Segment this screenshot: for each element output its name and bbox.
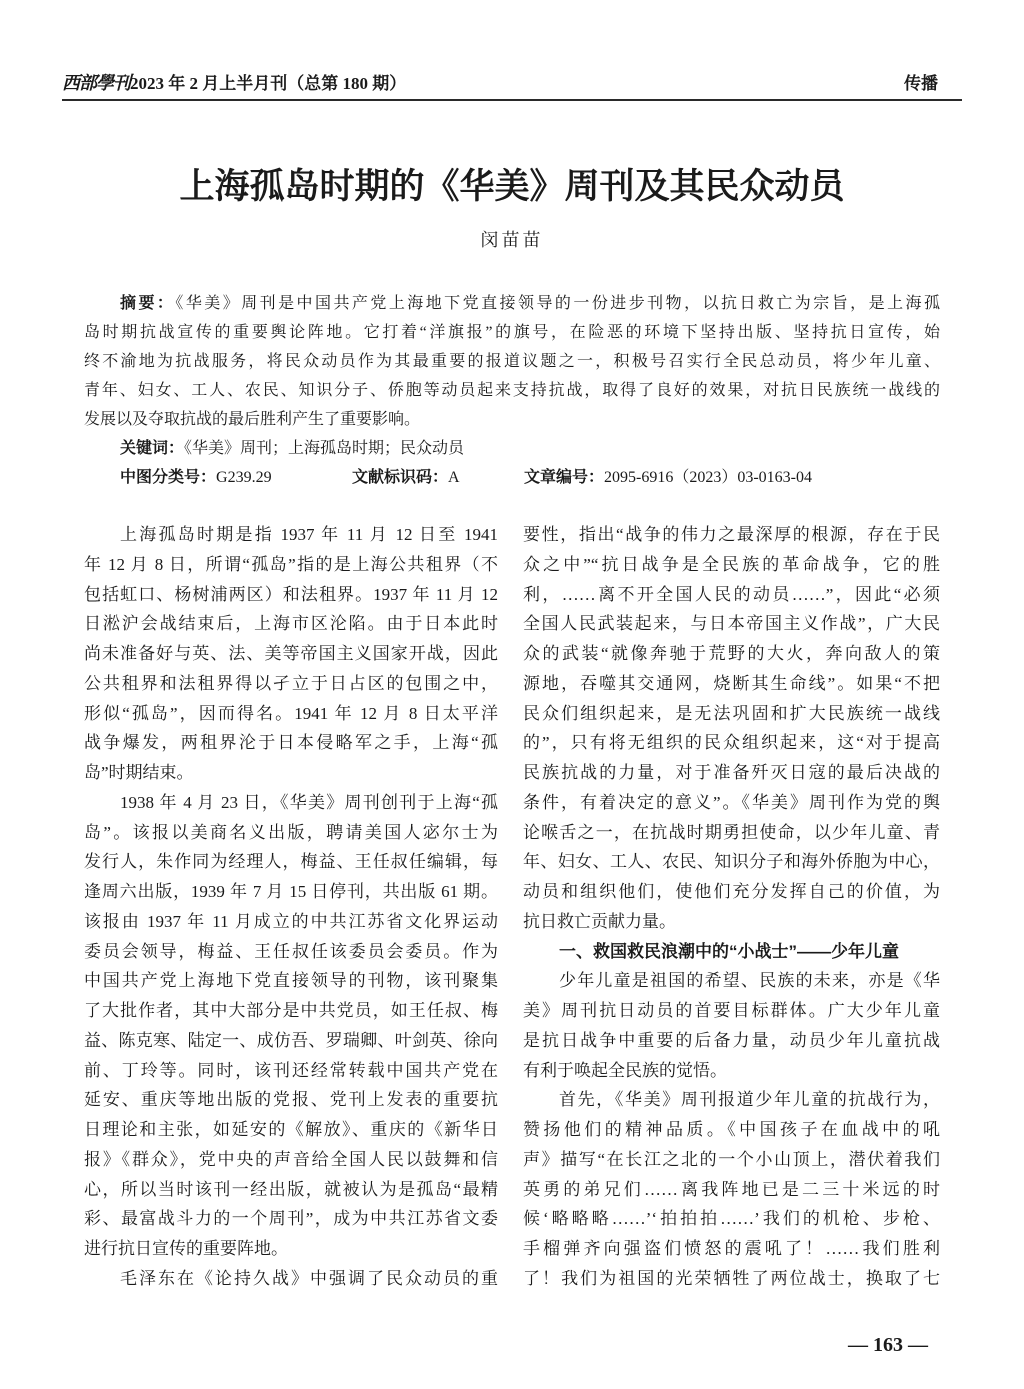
- section-heading: 一、救国救民浪潮中的“小战士”——少年儿童: [559, 941, 899, 961]
- text-line: 的”，只有将无组织的民众组织起来，这“对于提高: [523, 733, 940, 753]
- paragraph: [523, 520, 940, 937]
- text-line: 中国共产党上海地下党直接领导的刊物，该刊聚集: [84, 971, 498, 991]
- text-line: 论喉舌之一，在抗战时期勇担使命，以少年儿童、青: [523, 822, 940, 842]
- right-column: [523, 520, 940, 1294]
- text-line: 岛”。该报以美商名义出版，聘请美国人宓尔士为: [84, 822, 498, 842]
- text-line: 条件，有着决定的意义”。《华美》周刊作为党的舆: [523, 792, 940, 812]
- text-line: 抗日救亡贡献力量。: [523, 911, 676, 931]
- abstract-line: 青年、妇女、工人、农民、知识分子、侨胞等动员起来支持抗战，取得了良好的效果，对抗日民族统一战线的: [84, 382, 940, 399]
- text-line: 利，……离不开全国人民的动员……”，因此“必须: [523, 584, 940, 604]
- text-line: 延安、重庆等地出版的党报、党刊上发表的重要抗: [84, 1090, 498, 1110]
- classification-line: [84, 463, 940, 492]
- text-line: 手榴弹齐向强盗们愤怒的震吼了！……我们胜利: [523, 1239, 940, 1258]
- text-line: 委员会领导，梅益、王任叔任该委员会委员。作为: [84, 941, 498, 961]
- document-code: [352, 463, 460, 492]
- text-line: 了大批作者，其中大部分是中共党员，如王任叔、梅: [84, 1001, 498, 1020]
- text-line: 声》描写“在长江之北的一个小山顶上，潜伏着我们: [523, 1149, 940, 1169]
- text-line: 众之中”“抗日战争是全民族的革命战争，它的胜: [523, 554, 940, 574]
- text-line: 众的武装“就像奔驰于荒野的大火，奔向敌人的策: [523, 644, 940, 663]
- document-code-value: A: [448, 469, 460, 486]
- clc-number: [120, 463, 272, 492]
- clc-value: G239.29: [216, 469, 272, 486]
- abstract-line: 终不渝地为抗战服务，将民众动员作为其最重要的报道议题之一，积极号召实行全民总动员，将少年儿童、: [84, 353, 940, 370]
- text-line: 少年儿童是祖国的希望、民族的未来，亦是《华: [559, 971, 940, 991]
- text-line: 首先，《华美》周刊报道少年儿童的抗战行为，: [559, 1090, 940, 1110]
- text-line: 包括虹口、杨树浦两区）和法租界。1937 年 11 月 12: [84, 584, 498, 604]
- text-line: 心，所以当时该刊一经出版，就被认为是孤岛“最精: [84, 1179, 498, 1199]
- paragraph: [84, 1264, 498, 1294]
- text-line: 日淞沪会战结束后，上海市区沦陷。由于日本此时: [84, 614, 498, 634]
- text-line: 全国人民武装起来，与日本帝国主义作战”，广大民: [523, 614, 940, 634]
- text-line: 公共租界和法租界得以孑立于日占区的包围之中，: [84, 673, 498, 693]
- text-line: 益、陈克寒、陆定一、成仿吾、罗瑞卿、叶剑英、徐向: [84, 1030, 498, 1050]
- left-column: [84, 520, 498, 1294]
- header-rule: [62, 99, 962, 101]
- abstract-line: 岛时期抗战宣传的重要舆论阵地。它打着“洋旗报”的旗号，在险恶的环境下坚持出版、坚持抗日宣传，始: [84, 324, 940, 341]
- text-line: 民众们组织起来，是无法巩固和扩大民族统一战线: [523, 703, 940, 723]
- article-number: [524, 463, 812, 492]
- text-line: 进行抗日宣传的重要阵地。: [84, 1239, 288, 1258]
- text-line: 是抗日战争中重要的后备力量，动员少年儿童抗战: [523, 1030, 940, 1050]
- text-line: 赞扬他们的精神品质。《中国孩子在血战中的吼: [523, 1120, 940, 1139]
- text-line: 该报由 1937 年 11 月成立的中共江苏省文化界运动: [84, 911, 498, 931]
- text-line: 上海孤岛时期是指 1937 年 11 月 12 日至 1941: [120, 525, 498, 544]
- running-header-left: [62, 72, 406, 97]
- text-line: 尚未准备好与英、法、美等帝国主义国家开战，因此: [84, 644, 498, 663]
- keywords-line: [84, 434, 940, 463]
- text-line: 形似“孤岛”，因而得名。1941 年 12 月 8 日太平洋: [84, 703, 498, 723]
- text-line: 战争爆发，两租界沦于日本侵略军之手，上海“孤: [84, 733, 498, 753]
- running-header: [62, 72, 938, 96]
- text-line: 有利于唤起全民族的觉悟。: [523, 1060, 727, 1080]
- text-line: 日理论和主张，如延安的《解放》、重庆的《新华日: [84, 1120, 498, 1139]
- front-matter: [84, 289, 940, 492]
- text-line: 了！我们为祖国的光荣牺牲了两位战士，换取了七: [523, 1268, 940, 1288]
- abstract-line: [84, 289, 940, 318]
- text-line: 要性，指出“战争的伟力之最深厚的根源，存在于民: [523, 525, 940, 544]
- keywords-text: 《华美》周刊；上海孤岛时期；民众动员: [184, 440, 465, 457]
- paragraph: [84, 788, 498, 1264]
- section-name: 传播: [904, 74, 938, 93]
- abstract-label: 摘要：: [120, 295, 176, 312]
- issue-info: 2023 年 2 月上半月刊（总第 180 期）: [130, 73, 407, 93]
- text-line: 源地，吞噬其交通网，烧断其生命线”。如果“不把: [523, 673, 940, 693]
- text-line: 彩、最富战斗力的一个周刊”，成为中共江苏省文委: [84, 1209, 498, 1229]
- text-line: 岛”时期结束。: [84, 763, 194, 782]
- text-line: 候‘略略略……’‘拍拍拍……’我们的机枪、步枪、: [523, 1209, 940, 1229]
- abstract-text: 《华美》周刊是中国共产党上海地下党直接领导的一份进步刊物，以抗日救亡为宗旨，是上海孤: [175, 295, 940, 312]
- text-line: 年、妇女、工人、农民、知识分子和海外侨胞为中心，: [523, 852, 940, 872]
- text-line: 1938 年 4 月 23 日，《华美》周刊创刊于上海“孤: [120, 792, 498, 812]
- keywords-label: 关键词：: [120, 440, 185, 457]
- text-line: 毛泽东在《论持久战》中强调了民众动员的重: [120, 1268, 498, 1288]
- text-line: 逢周六出版，1939 年 7 月 15 日停刊，共出版 61 期。: [84, 882, 498, 901]
- text-line: 前、丁玲等。同时，该刊还经常转载中国共产党在: [84, 1060, 498, 1080]
- text-line: 英勇的弟兄们……离我阵地已是二三十米远的时: [523, 1179, 940, 1199]
- author-name: 闵苗苗: [480, 230, 544, 250]
- text-line: 发行人，朱作同为经理人，梅益、王任叔任编辑，每: [84, 852, 498, 872]
- article-number-value: 2095-6916（2023）03-0163-04: [604, 469, 813, 486]
- paragraph: [84, 520, 498, 788]
- text-line: 民族抗战的力量，对于准备歼灭日寇的最后决战的: [523, 763, 940, 782]
- text-line: 动员和组织他们，使他们充分发挥自己的价值，为: [523, 882, 940, 901]
- clc-label: 中图分类号：: [120, 469, 217, 486]
- article-title: 上海孤岛时期的《华美》周刊及其民众动员: [179, 167, 845, 206]
- text-line: 报》《群众》，党中央的声音给全国人民以鼓舞和信: [84, 1149, 498, 1169]
- article-number-label: 文章编号：: [524, 469, 605, 486]
- abstract-line: 发展以及夺取抗战的最后胜利产生了重要影响。: [84, 411, 421, 428]
- text-line: 美》周刊抗日动员的首要目标群体。广大少年儿童: [523, 1001, 940, 1020]
- document-code-label: 文献标识码：: [352, 469, 449, 486]
- text-line: 年 12 月 8 日，所谓“孤岛”指的是上海公共租界（不: [84, 554, 498, 574]
- page-number: — 163 —: [848, 1334, 928, 1356]
- paragraph: [523, 966, 940, 1085]
- journal-logo: 西部學刊: [62, 72, 130, 94]
- paragraph: [523, 1085, 940, 1293]
